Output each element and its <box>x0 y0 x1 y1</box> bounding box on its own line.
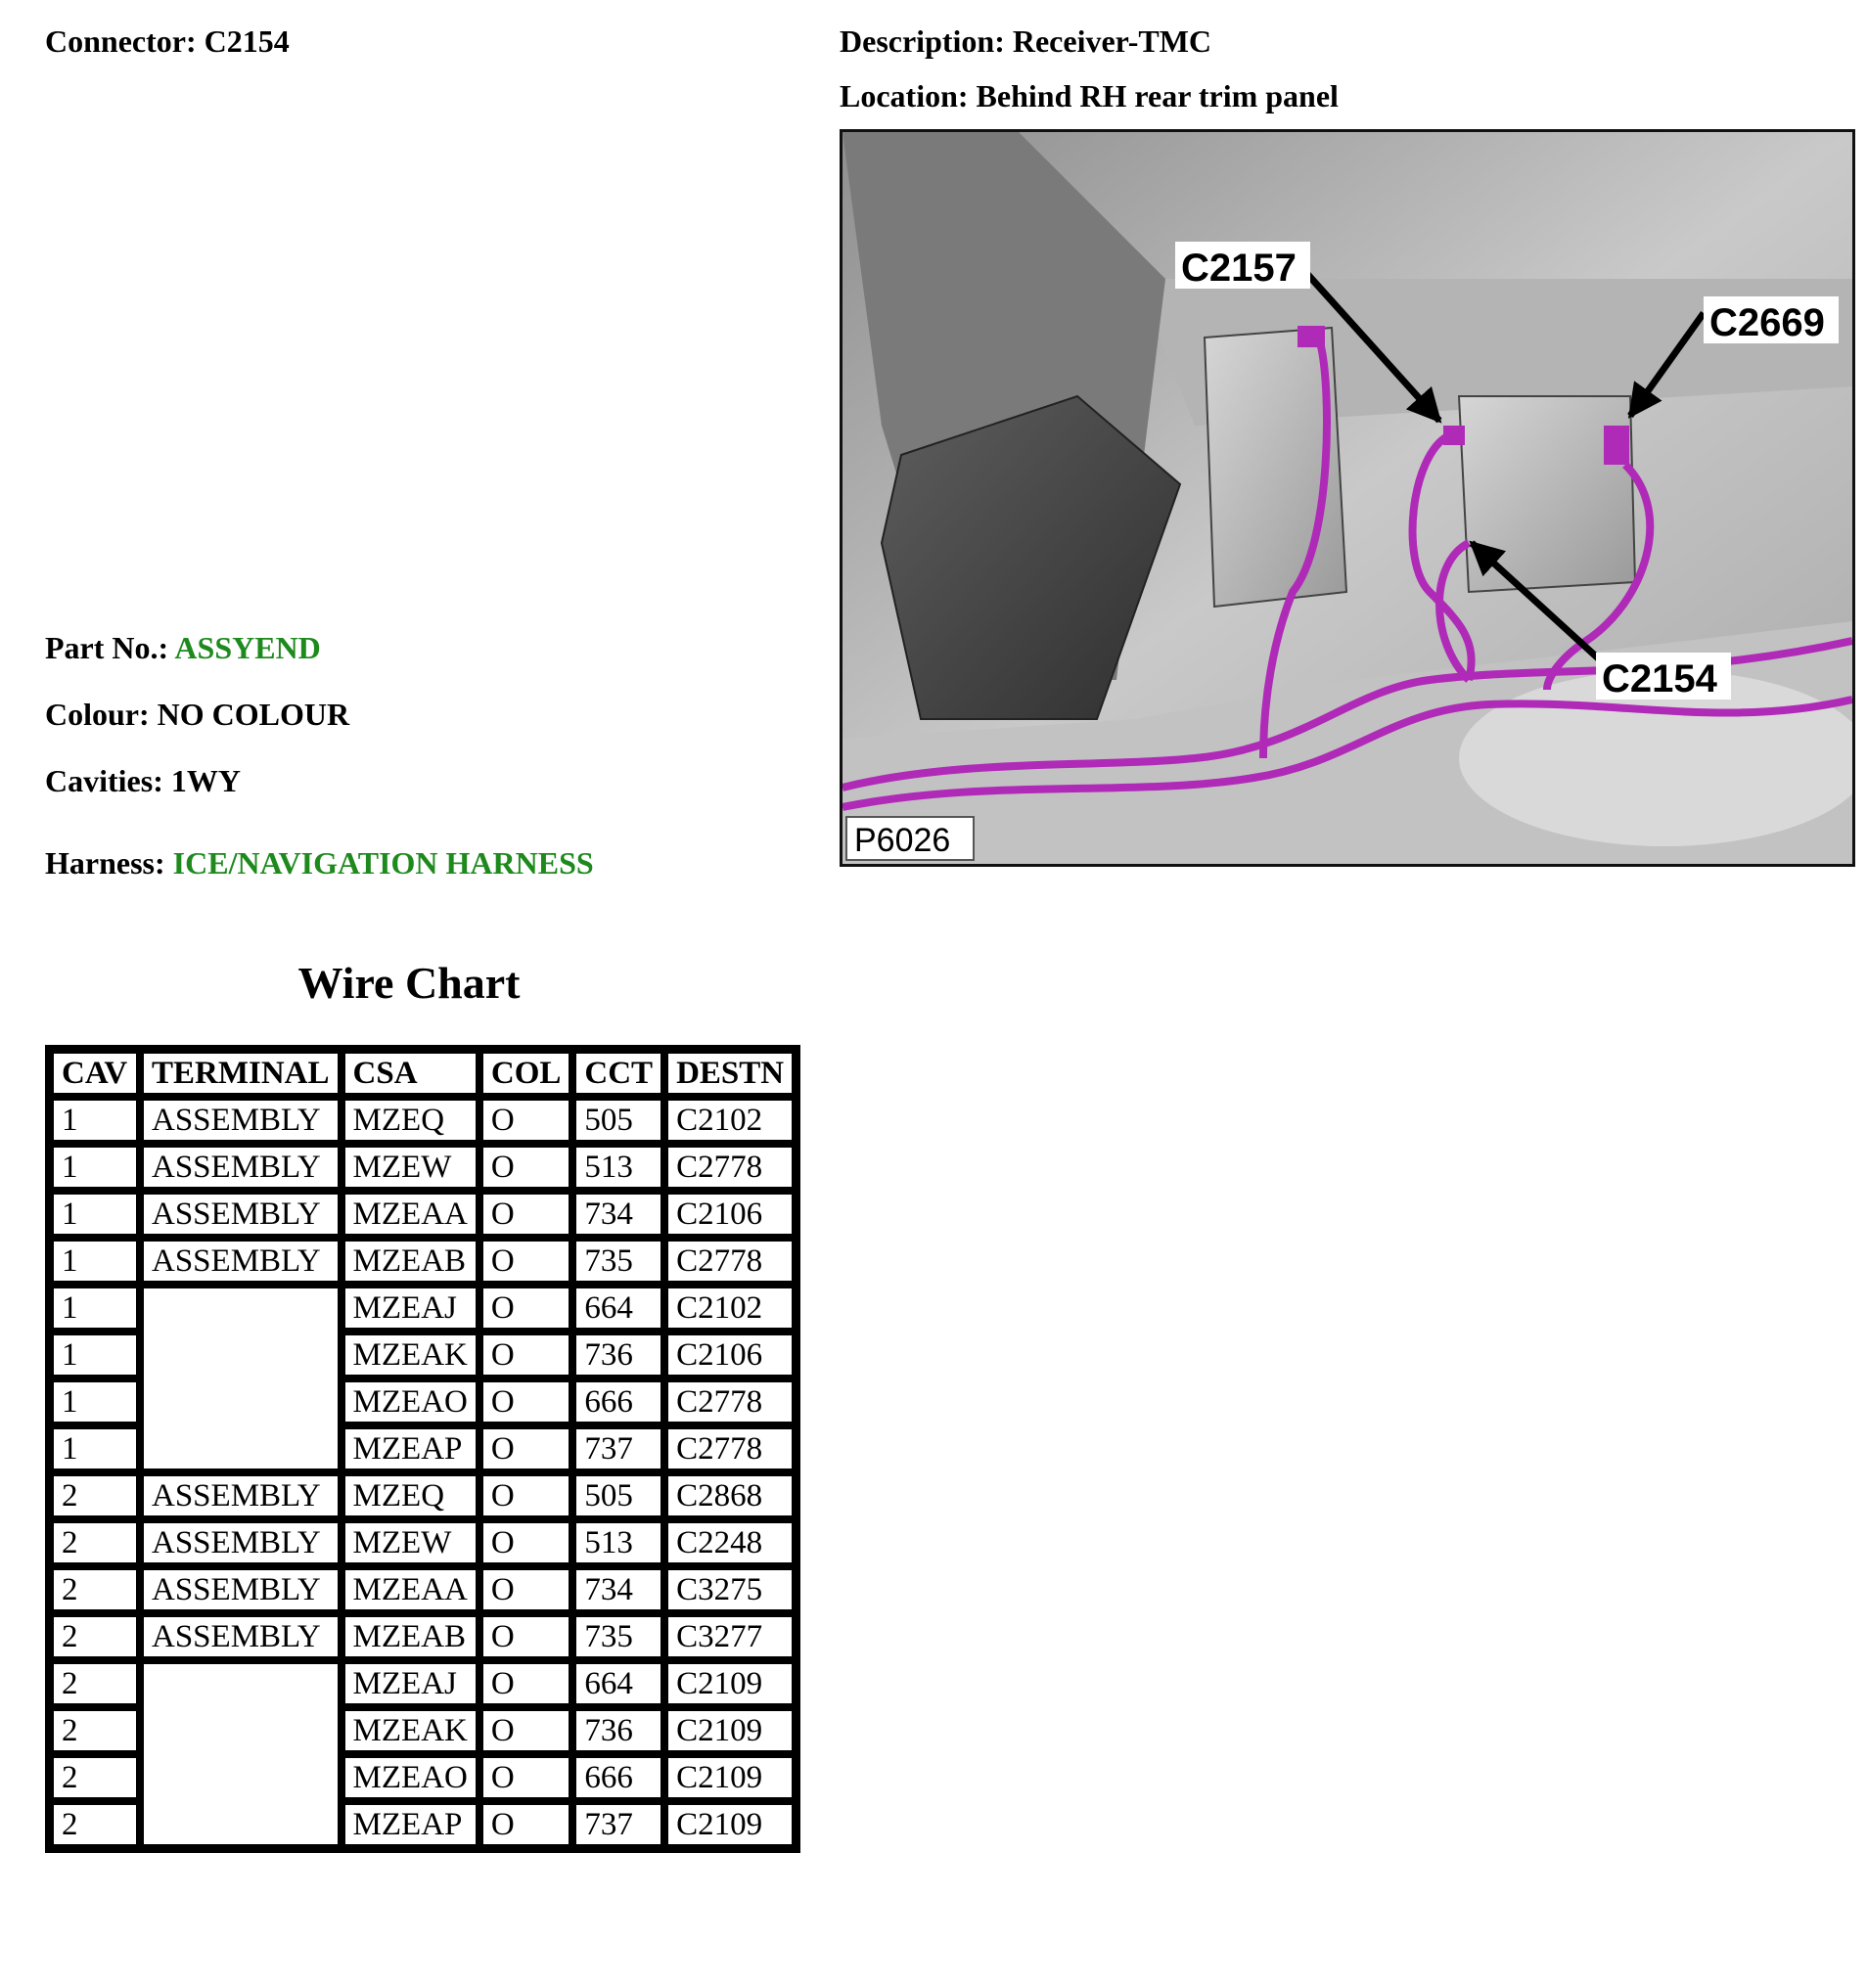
cell-csa: MZEAP <box>342 1425 479 1472</box>
cell-terminal: ASSEMBLY <box>140 1238 342 1285</box>
cell-destn: C2868 <box>664 1472 796 1519</box>
cell-csa: MZEW <box>342 1519 479 1566</box>
cell-terminal: ASSEMBLY <box>140 1613 342 1660</box>
cell-cct: 735 <box>572 1613 664 1660</box>
cell-destn: C2109 <box>664 1754 796 1801</box>
cavities-field <box>45 765 241 796</box>
cell-csa: MZEAB <box>342 1613 479 1660</box>
cell-cct: 736 <box>572 1332 664 1378</box>
wire-chart-table <box>45 1045 800 1853</box>
cell-cct: 737 <box>572 1801 664 1848</box>
cell-cav: 2 <box>50 1472 140 1519</box>
cell-col: O <box>479 1801 573 1848</box>
table-row <box>50 1144 796 1191</box>
part-no-field <box>45 632 321 663</box>
cell-terminal: ASSEMBLY <box>140 1097 342 1144</box>
cell-csa: MZEAO <box>342 1378 479 1425</box>
cell-cct: 734 <box>572 1566 664 1613</box>
location-figure <box>840 129 1855 867</box>
cell-csa: MZEAB <box>342 1238 479 1285</box>
cell-cct: 513 <box>572 1519 664 1566</box>
cell-cct: 735 <box>572 1238 664 1285</box>
callout-c2669: C2669 <box>1709 301 1825 344</box>
cell-cct: 664 <box>572 1660 664 1707</box>
cell-terminal: ASSEMBLY <box>140 1144 342 1191</box>
cell-destn: C2248 <box>664 1519 796 1566</box>
cell-destn: C3275 <box>664 1566 796 1613</box>
cell-cav: 1 <box>50 1097 140 1144</box>
table-row <box>50 1191 796 1238</box>
description-label: Description: <box>840 23 1005 59</box>
cell-col: O <box>479 1566 573 1613</box>
cell-terminal: ASSEMBLY <box>140 1191 342 1238</box>
cell-csa: MZEAA <box>342 1191 479 1238</box>
callout-c2157: C2157 <box>1181 247 1297 290</box>
cell-col: O <box>479 1144 573 1191</box>
cell-cct: 505 <box>572 1472 664 1519</box>
cell-cav: 2 <box>50 1754 140 1801</box>
cell-csa: MZEW <box>342 1144 479 1191</box>
cell-col: O <box>479 1472 573 1519</box>
figure-id: P6026 <box>854 822 951 859</box>
location-label: Location: <box>840 78 969 113</box>
cell-terminal-blank <box>140 1660 342 1848</box>
cell-cav: 2 <box>50 1801 140 1848</box>
table-row <box>50 1613 796 1660</box>
description-field <box>840 25 1211 57</box>
cell-destn: C3277 <box>664 1613 796 1660</box>
cell-destn: C2778 <box>664 1144 796 1191</box>
cell-col: O <box>479 1519 573 1566</box>
cell-col: O <box>479 1613 573 1660</box>
description-value: Receiver-TMC <box>1012 23 1211 59</box>
column-header-destn: DESTN <box>664 1050 796 1097</box>
cell-csa: MZEAK <box>342 1707 479 1754</box>
location-value: Behind RH rear trim panel <box>976 78 1339 113</box>
cell-col: O <box>479 1191 573 1238</box>
cell-csa: MZEAK <box>342 1332 479 1378</box>
cell-terminal: ASSEMBLY <box>140 1519 342 1566</box>
column-header-cct: CCT <box>572 1050 664 1097</box>
cell-cav: 1 <box>50 1191 140 1238</box>
cell-destn: C2106 <box>664 1332 796 1378</box>
cell-cct: 736 <box>572 1707 664 1754</box>
cell-cav: 2 <box>50 1660 140 1707</box>
cell-cct: 666 <box>572 1754 664 1801</box>
cell-destn: C2102 <box>664 1097 796 1144</box>
cell-col: O <box>479 1707 573 1754</box>
location-field <box>840 80 1339 112</box>
vehicle-illustration <box>842 132 1852 864</box>
cell-col: O <box>479 1332 573 1378</box>
cell-cct: 737 <box>572 1425 664 1472</box>
cell-cct: 664 <box>572 1285 664 1332</box>
cell-csa: MZEQ <box>342 1097 479 1144</box>
cell-cct: 505 <box>572 1097 664 1144</box>
table-header-row <box>50 1050 796 1097</box>
cell-col: O <box>479 1378 573 1425</box>
cell-cav: 2 <box>50 1707 140 1754</box>
table-row <box>50 1660 796 1707</box>
colour-value: NO COLOUR <box>157 697 350 732</box>
colour-field <box>45 699 349 730</box>
cell-destn: C2778 <box>664 1378 796 1425</box>
cell-col: O <box>479 1660 573 1707</box>
cell-cct: 734 <box>572 1191 664 1238</box>
cell-cct: 513 <box>572 1144 664 1191</box>
callout-c2154: C2154 <box>1602 657 1717 700</box>
cell-csa: MZEAA <box>342 1566 479 1613</box>
cavities-label: Cavities: <box>45 763 163 798</box>
cell-cav: 2 <box>50 1519 140 1566</box>
colour-label: Colour: <box>45 697 150 732</box>
cell-destn: C2109 <box>664 1801 796 1848</box>
cell-csa: MZEAP <box>342 1801 479 1848</box>
cell-csa: MZEQ <box>342 1472 479 1519</box>
cell-cav: 1 <box>50 1144 140 1191</box>
table-row <box>50 1097 796 1144</box>
cell-csa: MZEAO <box>342 1754 479 1801</box>
cell-cav: 1 <box>50 1378 140 1425</box>
connector-c2669-marker <box>1604 426 1629 465</box>
cell-cct: 666 <box>572 1378 664 1425</box>
connector-field <box>45 25 290 57</box>
cell-csa: MZEAJ <box>342 1660 479 1707</box>
cell-destn: C2778 <box>664 1238 796 1285</box>
cell-destn: C2109 <box>664 1707 796 1754</box>
column-header-csa: CSA <box>342 1050 479 1097</box>
cell-csa: MZEAJ <box>342 1285 479 1332</box>
table-row <box>50 1238 796 1285</box>
connector-value: C2154 <box>204 23 290 59</box>
cell-destn: C2102 <box>664 1285 796 1332</box>
cell-cav: 1 <box>50 1332 140 1378</box>
column-header-col: COL <box>479 1050 573 1097</box>
cell-cav: 2 <box>50 1613 140 1660</box>
cell-terminal: ASSEMBLY <box>140 1472 342 1519</box>
cell-cav: 1 <box>50 1285 140 1332</box>
table-row <box>50 1519 796 1566</box>
part-no-value[interactable]: ASSYEND <box>174 630 321 665</box>
cell-destn: C2778 <box>664 1425 796 1472</box>
cell-terminal-blank <box>140 1285 342 1472</box>
cell-col: O <box>479 1285 573 1332</box>
cell-cav: 2 <box>50 1566 140 1613</box>
column-header-cav: CAV <box>50 1050 140 1097</box>
cell-terminal: ASSEMBLY <box>140 1566 342 1613</box>
connector-label: Connector: <box>45 23 197 59</box>
harness-value[interactable]: ICE/NAVIGATION HARNESS <box>172 845 594 881</box>
wire-chart-title: Wire Chart <box>297 958 521 1008</box>
cell-cav: 1 <box>50 1238 140 1285</box>
cell-col: O <box>479 1097 573 1144</box>
cell-col: O <box>479 1425 573 1472</box>
cell-col: O <box>479 1754 573 1801</box>
part-no-label: Part No.: <box>45 630 169 665</box>
table-row <box>50 1285 796 1332</box>
cell-destn: C2106 <box>664 1191 796 1238</box>
harness-field <box>45 847 594 879</box>
harness-label: Harness: <box>45 845 165 881</box>
cell-destn: C2109 <box>664 1660 796 1707</box>
cell-col: O <box>479 1238 573 1285</box>
table-row <box>50 1566 796 1613</box>
cavities-value: 1WY <box>170 763 241 798</box>
table-row <box>50 1472 796 1519</box>
cell-cav: 1 <box>50 1425 140 1472</box>
column-header-terminal: TERMINAL <box>140 1050 342 1097</box>
